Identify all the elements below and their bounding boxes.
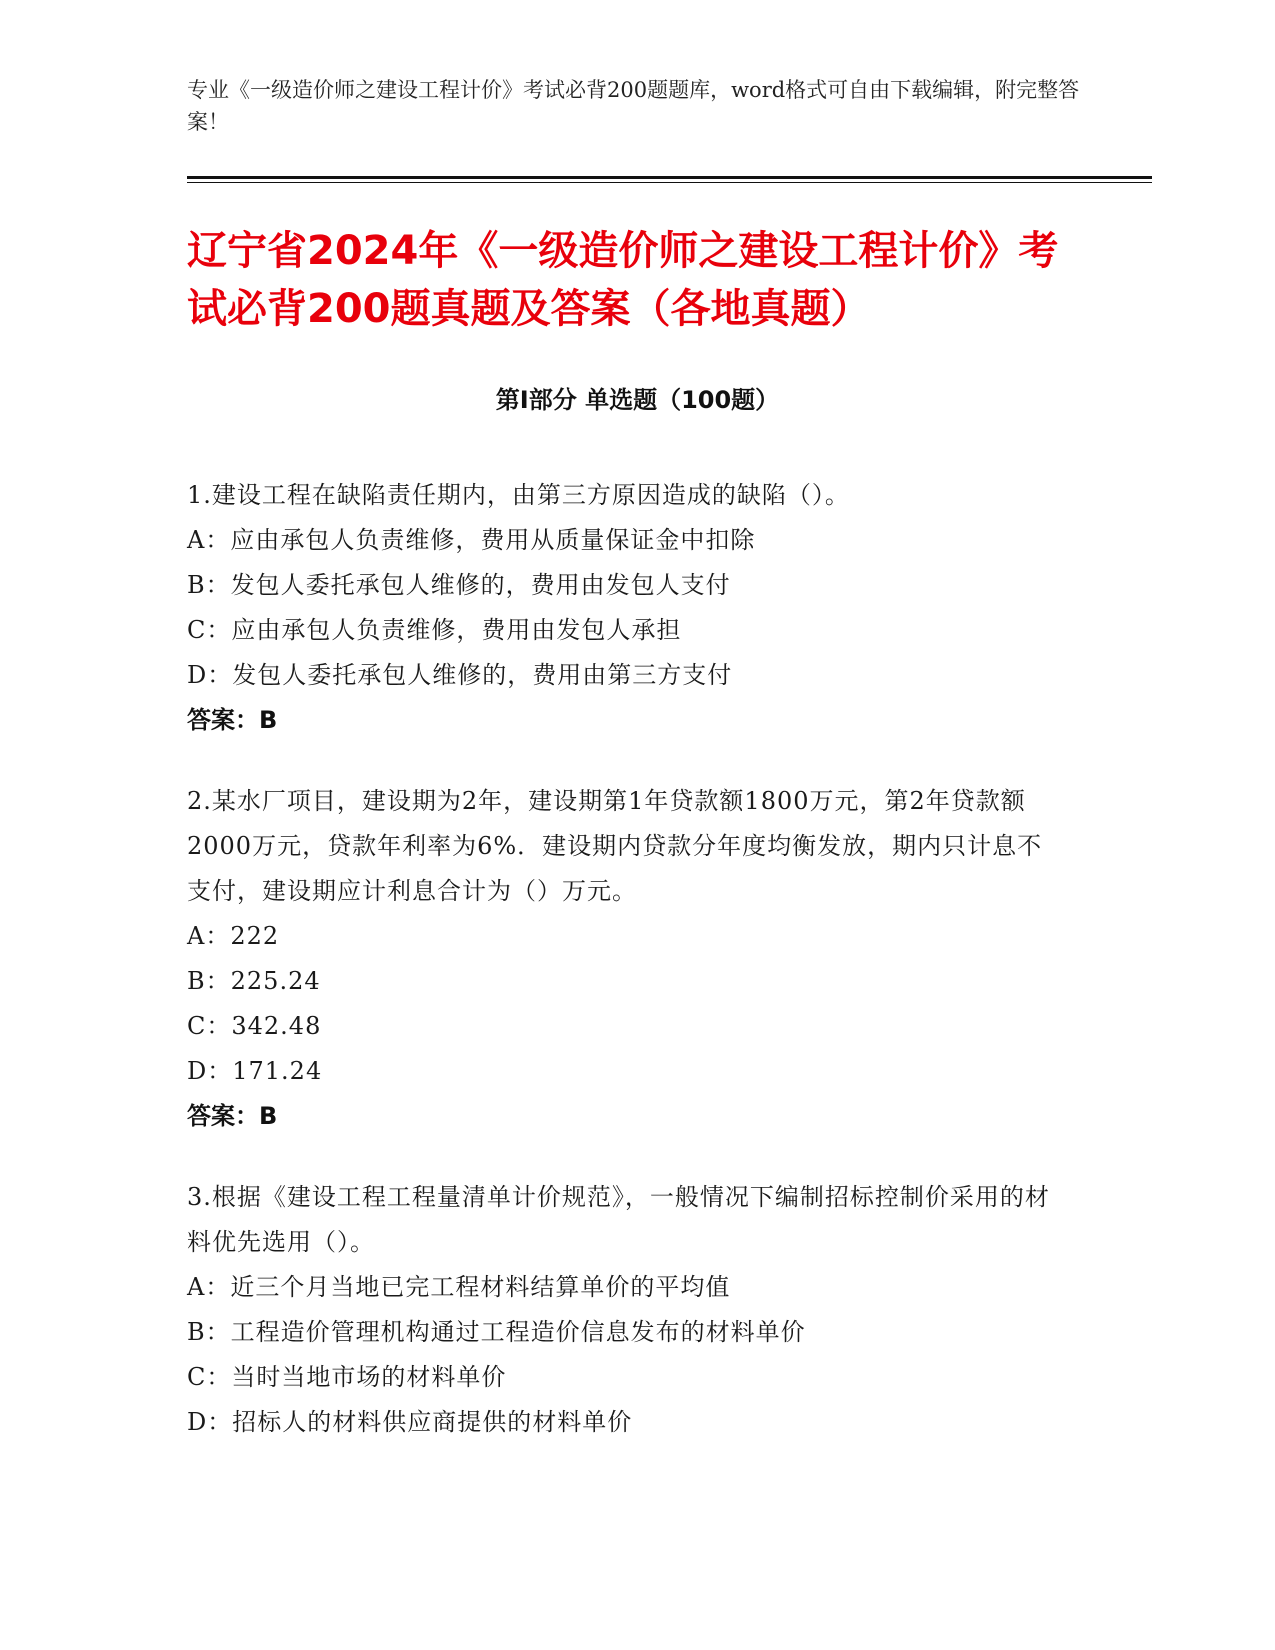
question-stem: 3.根据《建设工程工程量清单计价规范》，一般情况下编制招标控制价采用的材料优先选用（）。: [187, 1183, 1050, 1256]
question-stem: 1.建设工程在缺陷责任期内，由第三方原因造成的缺陷（）。: [187, 481, 850, 509]
question-3: [187, 1175, 1067, 1445]
option-a: A：近三个月当地已完工程材料结算单价的平均值: [187, 1273, 731, 1301]
option-c: C：应由承包人负责维修，费用由发包人承担: [187, 616, 682, 644]
option-d: D：发包人委托承包人维修的，费用由第三方支付: [187, 661, 733, 689]
option-b: B：发包人委托承包人维修的，费用由发包人支付: [187, 571, 731, 599]
option-a: A：应由承包人负责维修，费用从质量保证金中扣除: [187, 526, 756, 554]
option-b: B：225.24: [187, 967, 321, 995]
option-c: C：342.48: [187, 1012, 322, 1040]
question-list: [187, 473, 1067, 1481]
option-d: D：171.24: [187, 1057, 323, 1085]
header-divider-thick: [187, 176, 1152, 179]
header-note: 专业《一级造价师之建设工程计价》考试必背200题题库，word格式可自由下载编辑，附完整答案！: [187, 78, 1080, 134]
option-b: B：工程造价管理机构通过工程造价信息发布的材料单价: [187, 1318, 806, 1346]
answer: 答案：B: [187, 706, 278, 734]
option-a: A：222: [187, 922, 280, 950]
option-c: C：当时当地市场的材料单价: [187, 1363, 507, 1391]
answer: 答案：B: [187, 1102, 278, 1130]
section-heading: 第I部分 单选题（100题）: [495, 386, 780, 414]
question-2: [187, 779, 1067, 1139]
header-divider-thin: [187, 182, 1152, 183]
question-stem: 2.某水厂项目，建设期为2年，建设期第1年贷款额1800万元，第2年贷款额2000万元，贷款年利率为6%．建设期内贷款分年度均衡发放，期内只计息不支付，建设期应计利息合计为（）万元。: [187, 787, 1043, 905]
question-1: [187, 473, 1067, 743]
document-title: 辽宁省2024年《一级造价师之建设工程计价》考试必背200题真题及答案（各地真题）: [187, 228, 1059, 332]
option-d: D：招标人的材料供应商提供的材料单价: [187, 1408, 633, 1436]
